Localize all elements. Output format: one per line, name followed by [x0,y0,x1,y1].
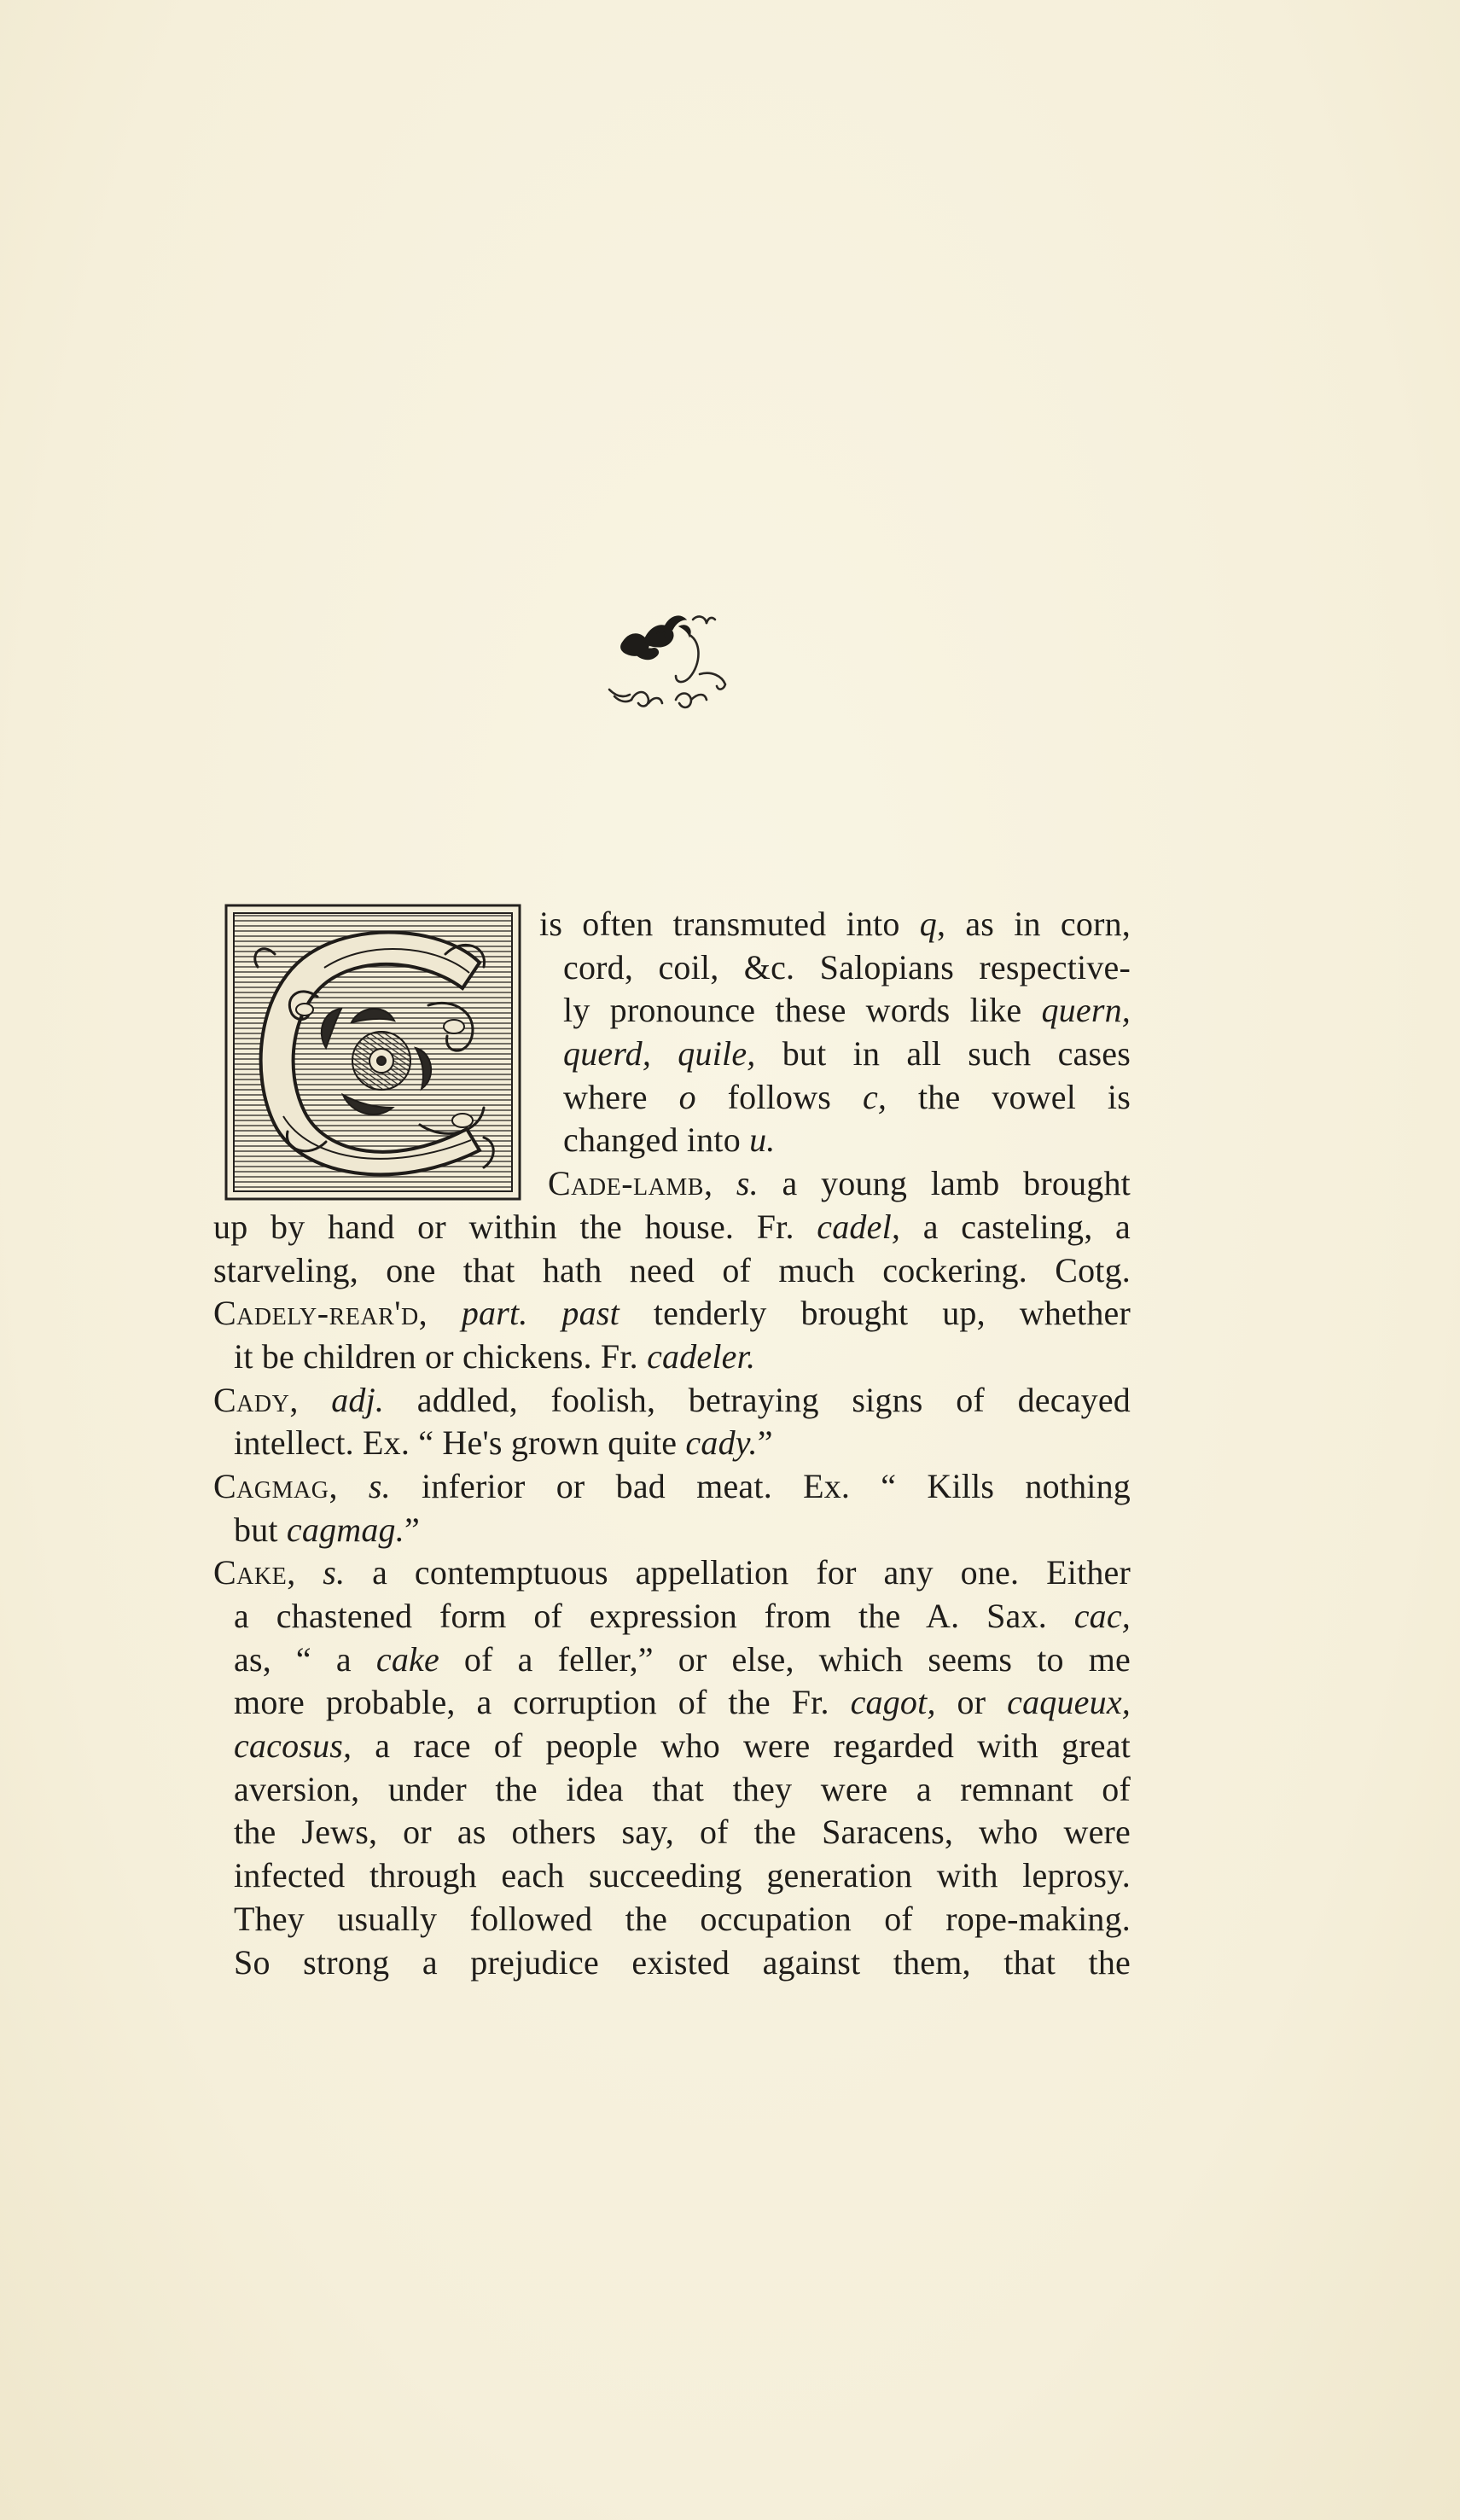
italic-term: cadeler. [647,1336,756,1376]
text-run: , [289,1380,332,1419]
text-run: a chastened form of expression from the A. Sax. [234,1597,1074,1635]
text-run: a contemptuous appellation for any one. Either [345,1553,1131,1592]
text-run: but in all such cases [755,1034,1131,1074]
italic-term: c, [862,1077,887,1116]
text-run: or [935,1683,1008,1722]
text-run: changed into [563,1120,750,1160]
text-run: They usually followed the occupation of rope-making. [234,1899,1131,1938]
text-run: inferior or bad meat. Ex. “ Kills nothing [390,1466,1131,1505]
italic-term: cady. [685,1423,758,1463]
text-run: up by hand or within the house. Fr. [213,1207,817,1246]
dictionary-entries-text [213,903,1131,1984]
italic-term: s. [736,1164,759,1203]
text-run: So strong a prejudice existed against them, that the [234,1942,1131,1982]
text-line [234,1638,1131,1682]
italic-term: cake [375,1639,439,1679]
italic-term: q [919,905,937,943]
text-line [563,1119,1131,1162]
fleuron-ornament-icon [597,608,751,727]
text-run: addled, foolish, betraying signs of decayed [384,1380,1131,1419]
italic-term: querd, [563,1034,652,1074]
italic-term: u. [749,1120,776,1160]
text-run: intellect. Ex. “ He's grown quite [234,1423,686,1463]
text-run: infected through each succeeding generation with leprosy. [234,1856,1131,1895]
text-line [213,1206,1131,1249]
italic-term: cacosus, [234,1726,352,1766]
text-run: of a feller,” or else, which seems to me [439,1639,1131,1679]
text-run: is often transmuted into [539,905,920,943]
italic-term: caqueux, [1007,1683,1131,1722]
text-run: , [287,1553,323,1592]
entry-headword-line [213,1292,1131,1336]
italic-term: cagot, [850,1683,936,1722]
text-line [234,1509,1131,1552]
italic-term: adj. [331,1380,385,1419]
italic-term: cac, [1073,1597,1131,1635]
headword: Cake [213,1553,288,1592]
italic-term: s. [323,1553,346,1592]
entry-headword-line [548,1162,1131,1206]
italic-term: part. past [461,1294,619,1333]
text-line [234,1725,1131,1768]
text-line [234,1898,1131,1941]
text-run: ” [757,1423,773,1463]
text-run: as, “ a [234,1639,376,1679]
text-line [234,1681,1131,1725]
text-line [563,989,1131,1033]
headword: Cady [213,1380,290,1419]
text-run: , [329,1466,369,1505]
entry-headword-line [213,1379,1131,1423]
text-line [234,1854,1131,1898]
text-run: tenderly brought up, whether [619,1294,1131,1333]
text-run: the vowel is [887,1077,1131,1116]
headword: Cadely-rear'd [213,1294,419,1333]
text-run: aversion, under the idea that they were a remnant of [234,1769,1131,1808]
text-run [651,1034,678,1073]
italic-term: cadel, [817,1207,901,1246]
text-line [234,1941,1131,1985]
text-line [234,1811,1131,1854]
text-run: the Jews, or as others say, of the Saracens, who were [234,1813,1131,1852]
entry-headword-line [213,1465,1131,1509]
italic-term: s. [368,1466,391,1505]
text-line [213,1249,1131,1293]
text-run: more probable, a corruption of the Fr. [234,1683,851,1722]
text-run: a casteling, a [900,1207,1131,1246]
text-run: , [418,1294,462,1333]
text-line [563,1076,1131,1120]
text-run: but [234,1510,287,1549]
text-run: follows [695,1077,863,1116]
text-run: cord, coil, &c. Salopians respective- [563,947,1131,986]
italic-term: quern, [1041,991,1131,1030]
headword: Cade-lamb [548,1164,704,1203]
text-run: it be children or chickens. Fr. [234,1336,648,1376]
text-line [539,903,1131,946]
entry-headword-line [213,1551,1131,1595]
text-run: a young lamb brought [758,1164,1131,1203]
text-run: starveling, one that hath need of much cockering. Cotg. [213,1250,1131,1289]
text-line [234,1422,1131,1465]
text-line [234,1336,1131,1379]
text-run: a race of people who were regarded with great [352,1726,1131,1766]
text-run: ly pronounce these words like [563,991,1042,1030]
italic-term: cagmag. [286,1510,404,1549]
text-line [563,946,1131,990]
italic-term: quile, [678,1034,756,1074]
text-line [234,1595,1131,1638]
italic-term: o [678,1077,696,1116]
text-line [234,1768,1131,1812]
headword: Cagmag [213,1466,329,1505]
text-run: ” [404,1510,420,1549]
text-run: , [703,1164,736,1203]
text-run: , as in corn, [936,905,1131,943]
text-run: where [563,1077,679,1116]
text-line [563,1033,1131,1076]
